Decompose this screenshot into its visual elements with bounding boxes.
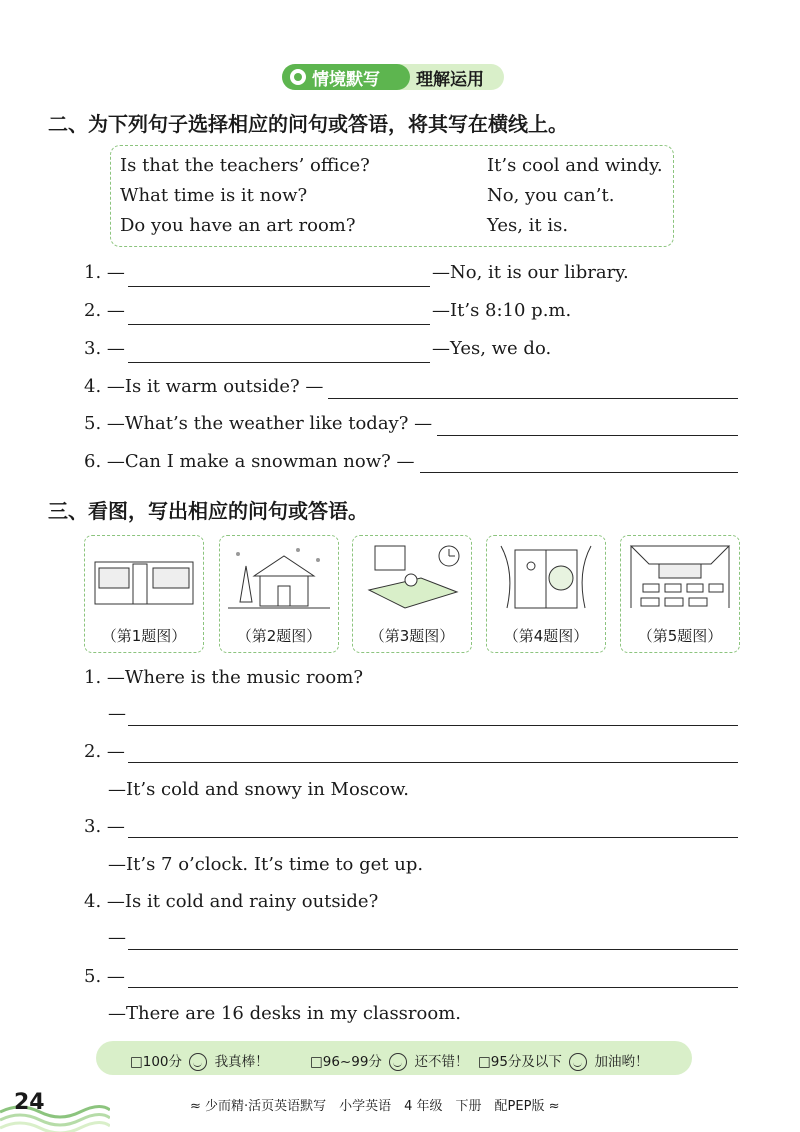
s2-item-3-blank[interactable] — [128, 362, 430, 363]
score-95-label: 加油哟！ — [594, 1054, 649, 1070]
picture-2 — [219, 535, 339, 653]
s3-item-3-question: 3. — — [84, 816, 125, 837]
s2-item-5-prefix: 5. —What’s the weather like today? — — [84, 413, 433, 434]
smile-face-icon — [389, 1053, 407, 1071]
ear-icon — [290, 69, 306, 85]
classroom-picture-icon — [629, 542, 731, 616]
s3-item-4-question: 4. —Is it cold and rainy outside? — [84, 891, 379, 912]
section2-title: 二、为下列句子选择相应的问句或答语，将其写在横线上。 — [48, 112, 568, 136]
option-right-2: No, you can’t. — [487, 185, 615, 206]
score-96-checkbox[interactable]: □96~99分 — [310, 1054, 382, 1070]
picture-4 — [486, 535, 606, 653]
header-label-left: 情境默写 — [312, 70, 380, 90]
picture-4-caption: （第4题图） — [503, 627, 589, 645]
s2-item-1-prefix: 1. — — [84, 262, 125, 283]
s2-item-5-blank[interactable] — [437, 435, 738, 436]
s3-item-4-answer-dash: — — [108, 927, 126, 948]
s3-item-3-answer: —It’s 7 o’clock. It’s time to get up. — [108, 854, 424, 875]
s3-item-4-blank[interactable] — [128, 949, 738, 950]
bed-clock-picture-icon — [361, 542, 463, 616]
cheer-face-icon — [569, 1053, 587, 1071]
s2-item-4-blank[interactable] — [328, 398, 738, 399]
picture-5-caption: （第5题图） — [637, 627, 723, 645]
score-95-checkbox[interactable]: □95分及以下 — [478, 1054, 562, 1070]
s3-item-5-answer: —There are 16 desks in my classroom. — [108, 1003, 461, 1024]
option-left-1: Is that the teachers’ office? — [120, 155, 370, 176]
score-100-checkbox[interactable]: □100分 — [130, 1054, 183, 1070]
s3-item-2-question: 2. — — [84, 741, 125, 762]
picture-5 — [620, 535, 740, 653]
rainy-window-picture-icon — [495, 542, 597, 616]
score-bar — [96, 1041, 692, 1075]
s2-item-4-prefix: 4. —Is it warm outside? — — [84, 376, 324, 397]
option-left-3: Do you have an art room? — [120, 215, 356, 236]
s2-item-6-blank[interactable] — [420, 472, 738, 473]
footer-text: ≈ 少而精·活页英语默写 小学英语 4 年级 下册 配PEP版 ≈ — [190, 1099, 560, 1114]
s3-item-1-blank[interactable] — [128, 725, 738, 726]
picture-1 — [84, 535, 204, 653]
picture-3 — [352, 535, 472, 653]
s3-item-1-question: 1. —Where is the music room? — [84, 667, 363, 688]
picture-1-caption: （第1题图） — [101, 627, 187, 645]
s3-item-2-answer: —It’s cold and snowy in Moscow. — [108, 779, 409, 800]
happy-face-icon — [189, 1053, 207, 1071]
page-number: 24 — [14, 1090, 45, 1115]
s2-item-6-prefix: 6. —Can I make a snowman now? — — [84, 451, 415, 472]
s3-item-2-blank[interactable] — [128, 762, 738, 763]
s3-item-5-blank[interactable] — [128, 987, 738, 988]
snowy-house-picture-icon — [228, 542, 330, 616]
section3-title: 三、看图，写出相应的问句或答语。 — [48, 499, 368, 523]
option-left-2: What time is it now? — [120, 185, 308, 206]
s2-item-2-suffix: —It’s 8:10 p.m. — [432, 300, 572, 321]
music-room-picture-icon — [93, 542, 195, 616]
picture-2-caption: （第2题图） — [236, 627, 322, 645]
s2-item-1-suffix: —No, it is our library. — [432, 262, 629, 283]
option-right-3: Yes, it is. — [487, 215, 569, 236]
picture-3-caption: （第3题图） — [369, 627, 455, 645]
s2-item-2-prefix: 2. — — [84, 300, 125, 321]
header-label-right: 理解运用 — [416, 70, 484, 90]
s2-item-2-blank[interactable] — [128, 324, 430, 325]
s2-item-1-blank[interactable] — [128, 286, 430, 287]
score-96-label: 还不错！ — [414, 1054, 469, 1070]
s3-item-5-question: 5. — — [84, 966, 125, 987]
s3-item-1-answer-dash: — — [108, 703, 126, 724]
s3-item-3-blank[interactable] — [128, 837, 738, 838]
score-100-label: 我真棒！ — [214, 1054, 269, 1070]
option-right-1: It’s cool and windy. — [487, 155, 663, 176]
s2-item-3-prefix: 3. — — [84, 338, 125, 359]
s2-item-3-suffix: —Yes, we do. — [432, 338, 552, 359]
